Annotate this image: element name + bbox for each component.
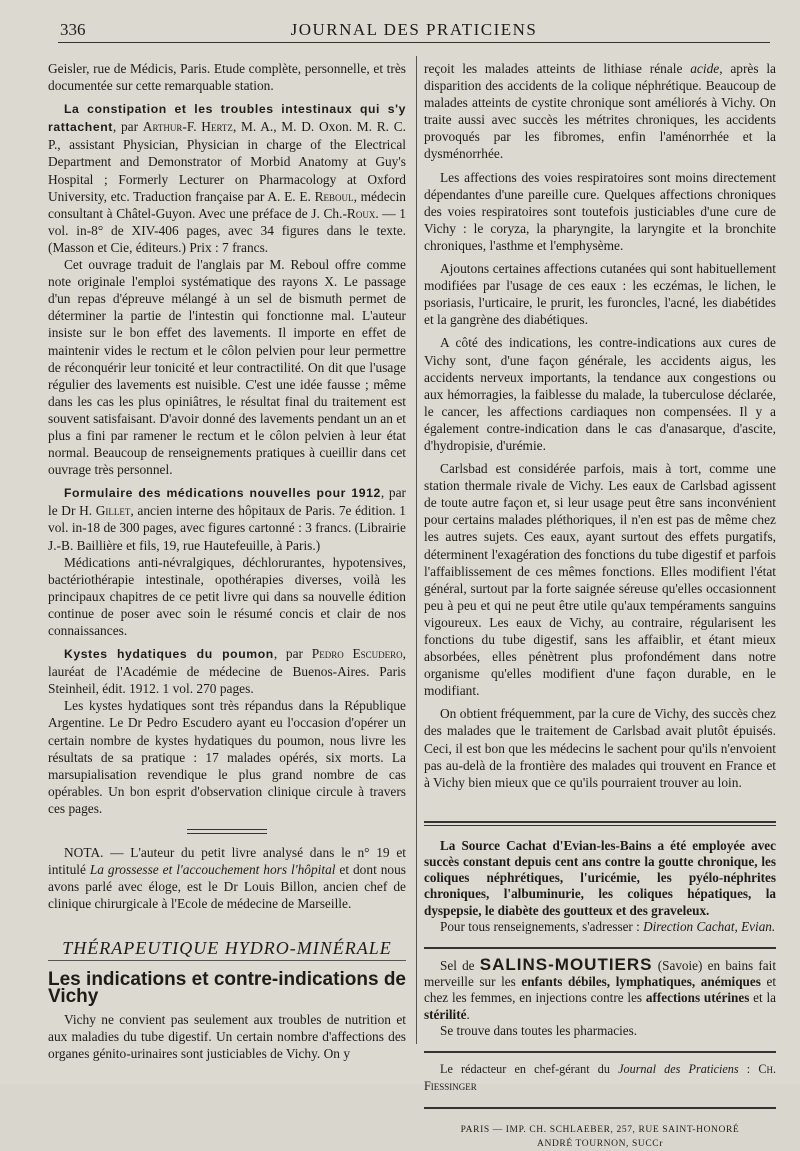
article-text-p1: reçoit les malades atteints de lithiase rénale acide, après la disparition des accidents de la colique néphrétique. Beaucoup de malades atteints de cystite chronique sont améliorés à Vichy. On traite aussi avec succès les métrites chroniques, les accidents provoqués par les fibromes, enfin l'aménorrhée et la dysménorrhée.	[424, 61, 776, 162]
article-text-p3: Ajoutons certaines affections cutanées qui sont habituellement modifiées par l'usage de ces eaux : les eczémas, le lichen, le psoriasis, l'urticaire, le prurit, les furoncles, l'acné, les diabétides et la gangrène des diabétiques.	[424, 261, 776, 328]
footer-rule	[424, 1051, 776, 1053]
page-header	[58, 20, 770, 43]
review-text-kystes: Les kystes hydatiques sont très répandus dans la République Argentine. Le Dr Pedro Escudero ayant eu l'occasion d'opérer un certain nombre de kystes hydatiques du poumon, nous livre les résultats de sa pratique : 17 malades opérés, six morts. La marsupialisation revendique le plus grand nombre de cas opérables. Un bon esprit d'observation clinique circule à travers ces pages.	[48, 698, 406, 816]
article-text-start: Vichy ne convient pas seulement aux troubles de nutrition et aux maladies du tube digestif. Un certain nombre d'affections des organes génito-urinaires sont justiciables de Vichy. On y	[48, 1011, 406, 1061]
editor-line: Le rédacteur en chef-gérant du Journal des Praticiens : Ch. Fiessinger	[424, 1062, 776, 1094]
section-title: THÉRAPEUTIQUE HYDRO-MINÉRALE	[48, 940, 406, 960]
advert-separator	[424, 821, 776, 826]
review-entry-constipation: La constipation et les troubles intestinaux qui s'y rattachent, par Arthur-F. Hertz, M. A., M. D. Oxon. M. R. C. P., assistant Physician, Physician in charge of the Electrical Department and Demonstrator of Morbid Anatomy at Guy's Hospital ; Formerly Lecturer on Pharmacology at Oxford University, etc. Traduction française par A. E. E. Reboul, médecin consultant à Châtel-Guyon. Avec une préface de J. Ch.-Roux. — 1 vol. in-8° de XIV-406 pages, avec 34 figures dans le texte. (Masson et Cie, éditeurs.) Prix : 7 francs.	[48, 102, 407, 255]
column-divider	[416, 56, 417, 1044]
page-number: 336	[60, 20, 86, 39]
right-column	[424, 60, 776, 1151]
nota: NOTA. — L'auteur du petit livre analysé dans le n° 19 et intitulé La grossesse et l'accouchement hors l'hôpital et dont nous avons parlé avec éloge, est le Dr Louis Billon, ancien chef de clinique chirurgicale à l'Ecole de médecine de Marseille.	[48, 845, 406, 912]
imprint: PARIS — IMP. CH. SCHLAEBER, 257, RUE SAINT-HONORÉ ANDRÉ TOURNON, SUCCr	[460, 1125, 740, 1150]
review-continuation: Geisler, rue de Médicis, Paris. Etude complète, personnelle, et très documentée sur cette remarquable station.	[48, 61, 406, 94]
review-entry-kystes: Kystes hydatiques du poumon, par Pedro Escudero, lauréat de l'Académie de médecine de Buenos-Aires. Paris Steinheil, édit. 1912. 1 vol. 270 pages.	[48, 646, 406, 697]
review-text-constipation: Cet ouvrage traduit de l'anglais par M. Reboul offre comme note originale l'emploi systématique des rayons X. Le passage d'un repas d'épreuve mélangé à un sel de bismuth permet de déterminer la partie de l'intestin qui fonctionne mal. L'auteur insiste sur le bon effet des lavements. Il importe en effet de maintenir vides le rectum et le côlon pelvien pour leur permettre de réconquérir leur tonicité et leur contractilité. On dit que l'usage régulier des lavements est nuisible. C'est une idée fausse ; même dans les cas les plus opiniâtres, le résultat final du traitement est souvent satisfaisant. D'avoir donné des lavements pendant un an et plus a fini par ramener le rectum et le côlon pelvien à leur état normal. Beaucoup de renseignements pratiques à cueillir dans cet ouvrage très personnel.	[48, 257, 406, 478]
article-text-p5: Carlsbad est considérée parfois, mais à tort, comme une station thermale rivale de Vichy. Les eaux de Carlsbad agissent de toute autre façon et, si leur usage peut être sans inconvénient pour certains malades pléthoriques, il n'en est pas de même chez les autres sujets. Ces eaux, ayant surtout des effets purgatifs, déterminent l'exagération des fonctions du tube digestif et parfois l'affaiblissement de ces mêmes fonctions. Elles modifient l'état général, surtout par la forte saignée séreuse qu'elles occasionnent peu à peu et qui ne peut être utile qu'aux tempéraments sanguins vigoureux. Les eaux de Vichy, au contraire, régularisent les fonctions du tube digestif, sans les affaiblir, et étant mieux absorbées, elles pénètrent plus profondément dans notre organisme qu'elles modifient d'une façon durable, en le modifiant.	[424, 461, 776, 699]
review-text-formulaire: Médications anti-névralgiques, déchlorurantes, hypotensives, bactériothérapie intestinale, opothérapies diverses, voilà les principaux chapitres de ce petit livre qui dans sa nouvelle édition continue de poser avec soin le résumé concis et clair de nos connaissances.	[48, 554, 406, 638]
advert-salins: Sel de SALINS-MOUTIERS (Savoie) en bains fait merveille sur les enfants débiles, lymphatiques, anémiques et chez les femmes, en injections contre les affections utérines et la stérilité. Se trouve dans toutes les pharmacies.	[424, 955, 776, 1038]
advert-rule	[424, 947, 776, 949]
journal-title: JOURNAL DES PRATICIENS	[290, 20, 538, 39]
review-entry-formulaire: Formulaire des médications nouvelles pour 1912, par le Dr H. Gillet, ancien interne des hôpitaux de Paris. 7e édition. 1 vol. in-18 de 300 pages, avec figures cartonné : 3 francs. (Librairie J.-B. Baillière et fils, 19, rue Hautefeuille, à Paris.)	[48, 485, 406, 553]
article-text-p6: On obtient fréquemment, par la cure de Vichy, des succès chez des malades que le traitement de Carlsbad avait plutôt épuisés. Ceci, il est bon que les médecins le sachent pour qu'ils n'envoient pas au-delà de la frontière des malades qui trouvent en France et à Vichy bien mieux que ce qu'ils pourraient trouver au loin.	[424, 706, 776, 790]
article-text-p4: A côté des indications, les contre-indications aux cures de Vichy sont, d'une façon générale, les accidents aigus, les accidents nerveux importants, la tendance aux congestions ou aux hémorragies, la faiblesse du malade, la tuberculose déclarée, le cancer, les affections cardiaques non compensées. Il y a également contre-indication dans le cas d'anasarque, d'ascite, d'hydropisie, d'urémie.	[424, 335, 776, 453]
article-text-p2: Les affections des voies respiratoires sont moins directement dépendantes d'une pareille cure. Quelques affections chroniques des voies respiratoires sont toutefois justiciables d'une cure de Vichy : le coryza, la pharyngite, la laryngite et la bronchite chroniques, l'asthme et l'emphysème.	[424, 169, 776, 253]
left-column	[48, 60, 406, 1062]
imprint-rule	[424, 1107, 776, 1109]
article-title: Les indications et contre-indications de Vichy	[48, 968, 406, 1007]
double-rule	[187, 829, 267, 834]
advert-cachat: La Source Cachat d'Evian-les-Bains a été employée avec succès constant depuis cent ans contre la goutte chronique, les coliques néphrétiques, l'uricémie, les pyélo-néphrites chroniques, l'albuminurie, les coliques hépatiques, la dyspepsie, le diabète des goutteux et des graveleux. Pour tous renseignements, s'adresser : Direction Cachat, Evian.	[424, 837, 776, 934]
